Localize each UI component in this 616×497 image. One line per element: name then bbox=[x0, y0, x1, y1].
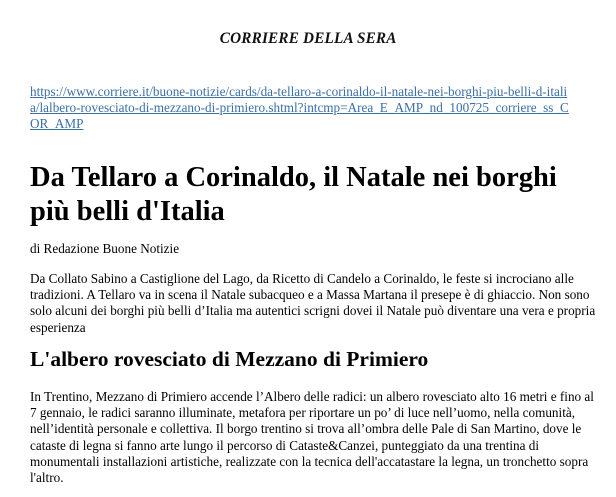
article-byline: di Redazione Buone Notizie bbox=[30, 241, 180, 256]
article-title: Da Tellaro a Corinaldo, il Natale nei borghi più belli d'Italia bbox=[30, 162, 557, 227]
corriere-della-sera-logo[interactable]: CORRIERE DELLA SERA bbox=[219, 30, 397, 47]
section-heading: L'albero rovesciato di Mezzano di Primiero bbox=[30, 347, 429, 371]
source-url-link[interactable]: https://www.corriere.it/buone-notizie/cards/da-tellaro-a-corinaldo-il-natale-nei-borghi-piu-belli-d-italia/lalbero-rovesciato-di-mezzano-di-primiero.shtml?intcmp=Area_E_AMP_nd_100725_corriere_ss_COR_AMP bbox=[30, 84, 569, 131]
masthead bbox=[0, 30, 616, 48]
article-lede: Da Collato Sabino a Castiglione del Lago, da Ricetto di Candelo a Corinaldo, le feste si incrociano alle tradizioni. A Tellaro va in scena il Natale subacqueo e a Massa Martana il presepe è di ghiaccio. Non sono solo alcuni dei borghi più belli d’Italia ma autentici scrigni dovei il Natale può diventare una vera e propria esperienza bbox=[30, 271, 596, 335]
section-body: In Trentino, Mezzano di Primiero accende l’Albero delle radici: un albero rovesciato alto 16 metri e fino al 7 gennaio, le radici saranno illuminate, metafora per riportare un po’ di luce nell’uomo, nella comunità, nell’identità personale e collettiva. Il borgo trentino si trova all’ombra delle Pale di San Martino, dove le cataste di legna si fanno arte lungo il percorso di Cataste&Canzei, punteggiato da una trentina di monumentali installazioni artistiche, realizzate con la tecnica dell'accatastare la legna, un tronchetto sopra l'altro. bbox=[30, 389, 594, 486]
